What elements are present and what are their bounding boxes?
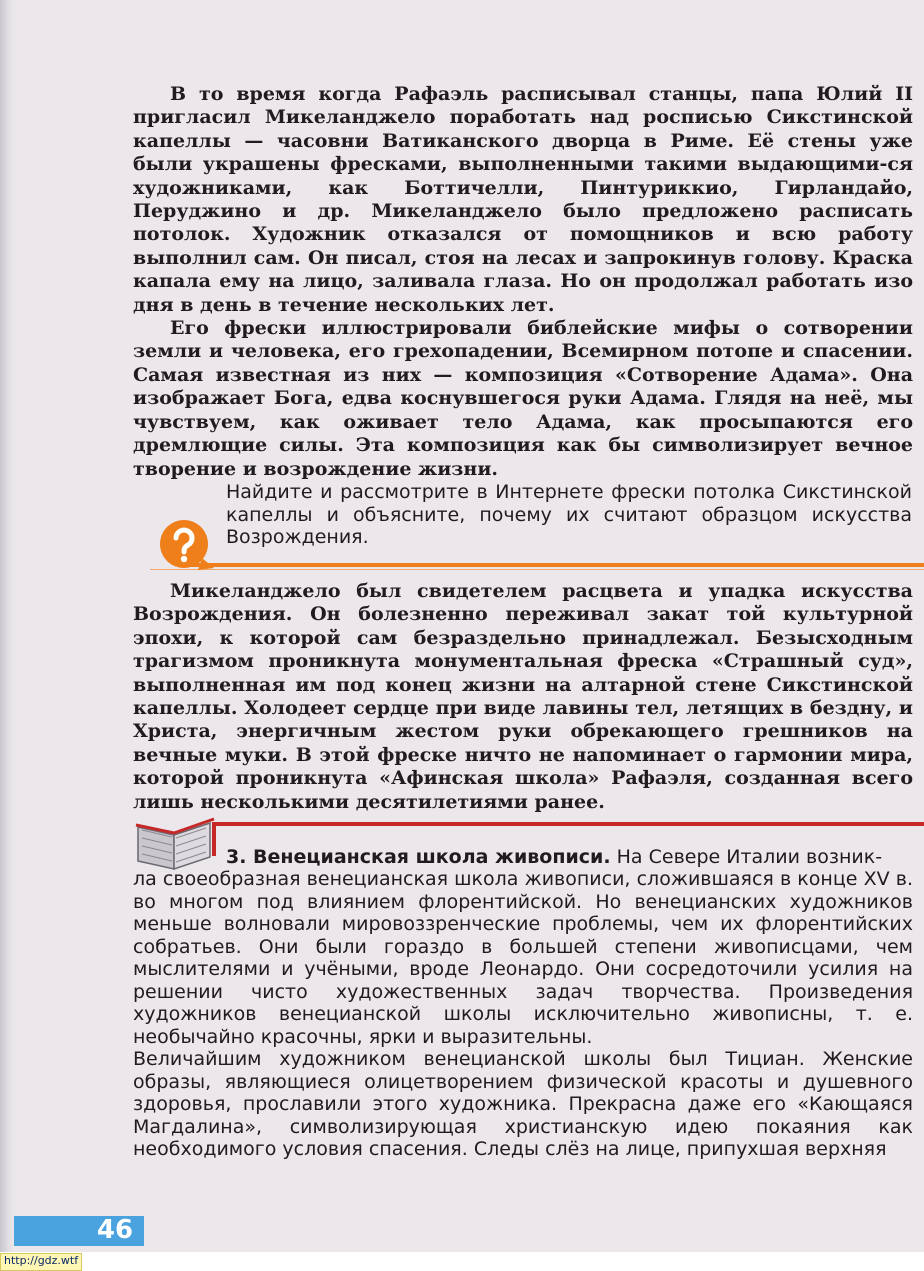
section-rule bbox=[214, 822, 924, 826]
question-icon bbox=[158, 518, 214, 574]
question-rule-thin bbox=[150, 569, 924, 570]
paragraph: Его фрески иллюстрировали библейские мифы о сотворении земли и человека, его грехопадении, Всемирном потопе и спасении. Самая известная из них — композиция «Сотворение Адама». Она изображает Бога, едва коснувшегося руки Адама. Глядя на неё, мы чувствуем, как оживает тело Адама, как просыпаются его дремлющие силы. Эта композиция как бы символизирует вечное творение и возрождение жизни. bbox=[133, 317, 913, 480]
section-body bbox=[133, 868, 913, 1161]
book-icon bbox=[134, 813, 220, 873]
section-title: 3. Венецианская школа живописи. bbox=[226, 846, 611, 868]
paragraph: Микеланджело был свидетелем расцвета и упадка искусства Возрождения. Он болезненно переживал закат той культурной эпохи, к которой сам безраздельно принадлежал. Безысходным трагизмом проникнута монументальная фреска «Страшный суд», выполненная им под конец жизни на алтарной стене Сикстинской капеллы. Холодеет сердце при виде лавины тел, летящих в бездну, и Христа, энергичным жестом руки обрекающего грешников на вечные муки. В этой фреске ничто не напоминает о гармонии мира, которой проникнута «Афинская школа» Рафаэля, созданная всего лишь несколькими десятилетиями ранее. bbox=[133, 580, 913, 813]
paragraph: В то время когда Рафаэль расписывал станцы, папа Юлий II пригласил Микеланджело поработать над росписью Сикстинской капеллы — часовни Ватиканского дворца в Риме. Её стены уже были украшены фресками, выполненными такими выдающими-ся художниками, как Боттичелли, Пинтуриккио, Гирландайо, Перуджино и др. Микеланджело было предложено расписать потолок. Художник отказался от помощников и всю работу выполнил сам. Он писал, стоя на лесах и запрокинув голову. Краска капала ему на лицо, заливала глаза. Но он продолжал работать изо дня в день в течение нескольких лет. bbox=[133, 83, 913, 316]
question-text: Найдите и рассмотрите в Интернете фрески потолка Сикстинской капеллы и объясните, почему их считают образцом искусства Возрождения. bbox=[226, 481, 912, 548]
paragraph: ла своеобразная венецианская школа живописи, сложившаяся в конце XV в. во многом под влиянием флорентийской. Но венецианских художников меньше волновали мировоззренческие проблемы, чем их флорентийских собратьев. Они были гораздо в большей степени живописцами, чем мыслителями и учёными, вроде Леонардо. Они сосредоточили усилия на решении чисто художественных задач творчества. Произведения художников венецианской школы исключительно живописны, т. е. необычайно красочны, ярки и выразительны. bbox=[133, 868, 913, 1048]
page-number: 46 bbox=[96, 1215, 134, 1245]
text-block-middle bbox=[133, 580, 913, 814]
section-heading-line bbox=[226, 846, 912, 869]
page-binding-edge bbox=[0, 0, 14, 1252]
section-lead: На Севере Италии возник- bbox=[616, 846, 883, 868]
text-block-top bbox=[133, 83, 913, 481]
watermark[interactable]: http://gdz.wtf bbox=[0, 1253, 82, 1271]
paragraph: Величайшим художником венецианской школы был Тициан. Женские образы, являющиеся олицетворением физической красоты и душевного здоровья, прославили этого художника. Прекрасна даже его «Кающаяся Магдалина», символизирующая христианскую идею покаяния как необходимого условия спасения. Следы слёз на лице, припухшая верхняя bbox=[133, 1048, 913, 1160]
question-rule bbox=[190, 563, 924, 567]
